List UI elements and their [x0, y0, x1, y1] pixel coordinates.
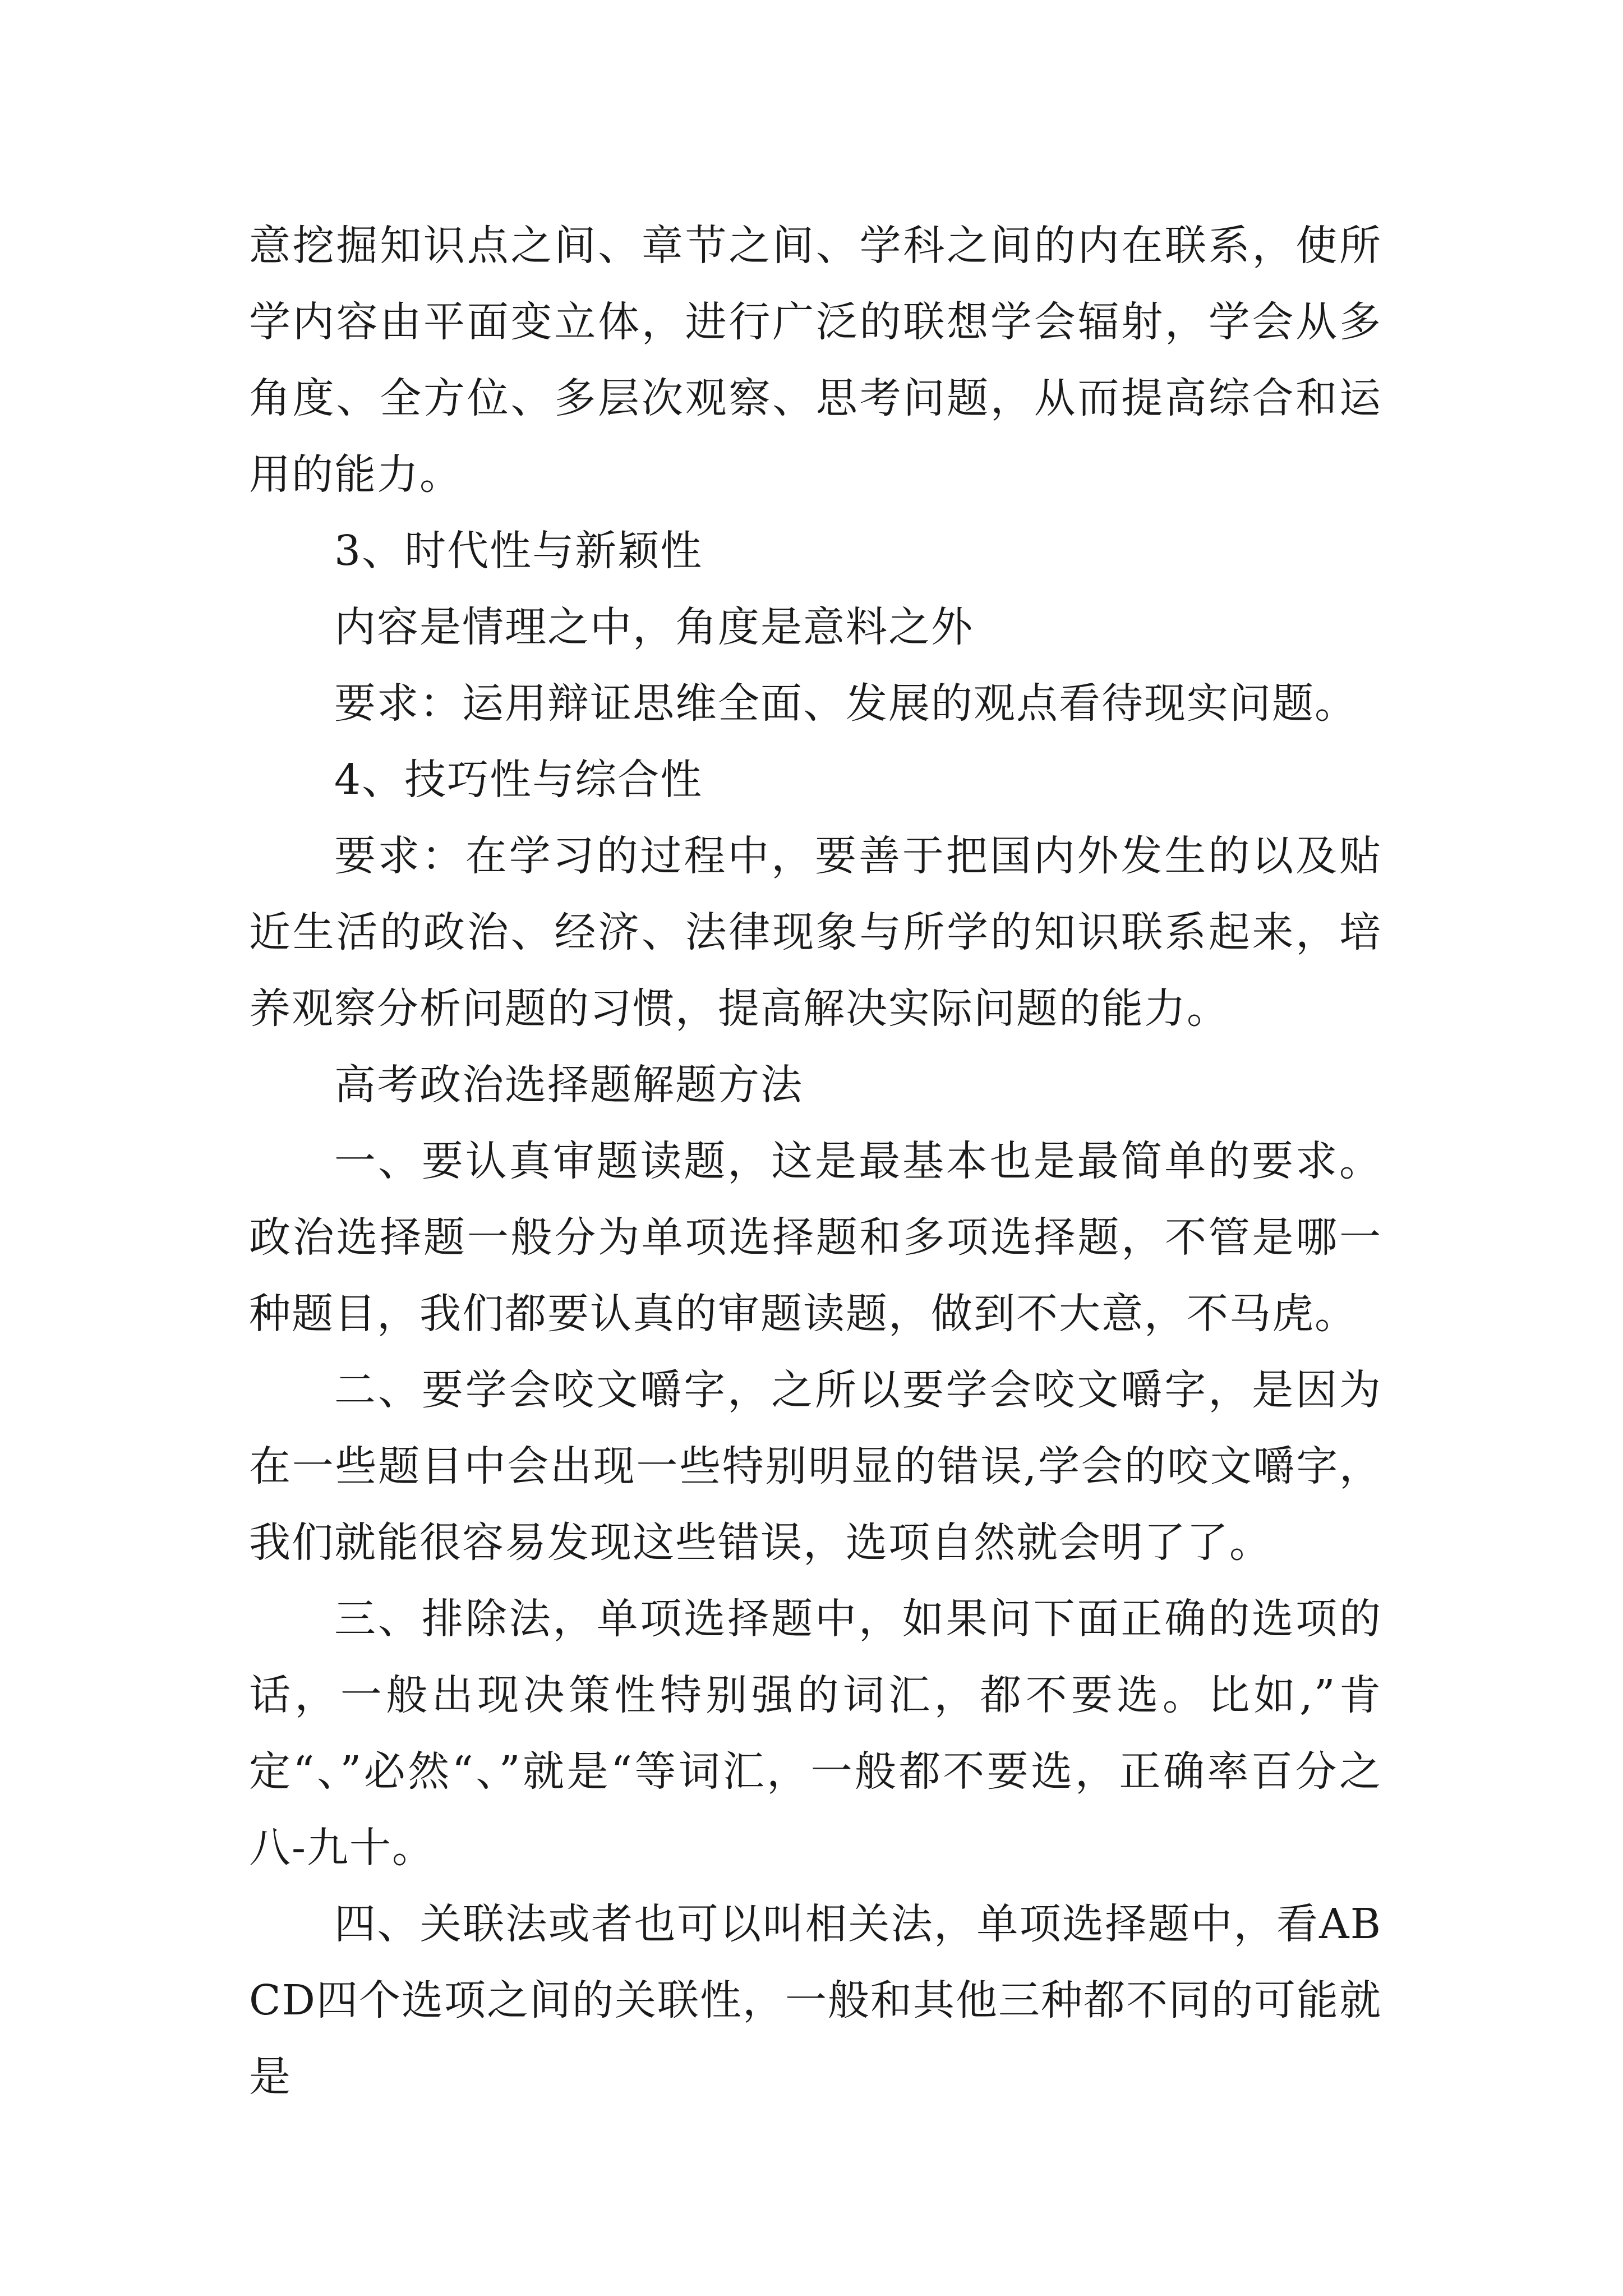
paragraph-7: 高考政治选择题解题方法	[334, 1061, 803, 1109]
paragraph-9: 二、要学会咬文嚼字，之所以要学会咬文嚼字，是因为在一些题目中会出现一些特别明显的错误,学会的咬文嚼字，我们就能很容易发现这些错误，选项自然就会明了了。	[249, 1366, 1382, 1567]
paragraph-1: 意挖掘知识点之间、章节之间、学科之间的内在联系，使所学内容由平面变立体，进行广泛的联想学会辐射，学会从多角度、全方位、多层次观察、思考问题，从而提高综合和运用的能力。	[249, 222, 1382, 499]
paragraph-2: 3、时代性与新颖性	[334, 527, 703, 575]
document-body	[249, 208, 1382, 2115]
paragraph-11: 四、关联法或者也可以叫相关法，单项选择题中，看ABCD四个选项之间的关联性，一般和其他三种都不同的可能就是	[249, 1900, 1382, 2101]
paragraph-3: 内容是情理之中，角度是意料之外	[334, 603, 974, 651]
paragraph-8: 一、要认真审题读题，这是最基本也是最简单的要求。政治选择题一般分为单项选择题和多项选择题，不管是哪一种题目，我们都要认真的审题读题，做到不大意，不马虎。	[249, 1137, 1382, 1338]
paragraph-4: 要求：运用辩证思维全面、发展的观点看待现实问题。	[334, 679, 1357, 728]
paragraph-10: 三、排除法，单项选择题中，如果问下面正确的选项的话，一般出现决策性特别强的词汇，都不要选。比如,”肯定“、”必然“、”就是“等词汇，一般都不要选，正确率百分之八-九十。	[249, 1595, 1382, 1872]
paragraph-5: 4、技巧性与综合性	[334, 756, 703, 804]
paragraph-6: 要求：在学习的过程中，要善于把国内外发生的以及贴近生活的政治、经济、法律现象与所学的知识联系起来，培养观察分析问题的习惯，提高解决实际问题的能力。	[249, 832, 1382, 1033]
